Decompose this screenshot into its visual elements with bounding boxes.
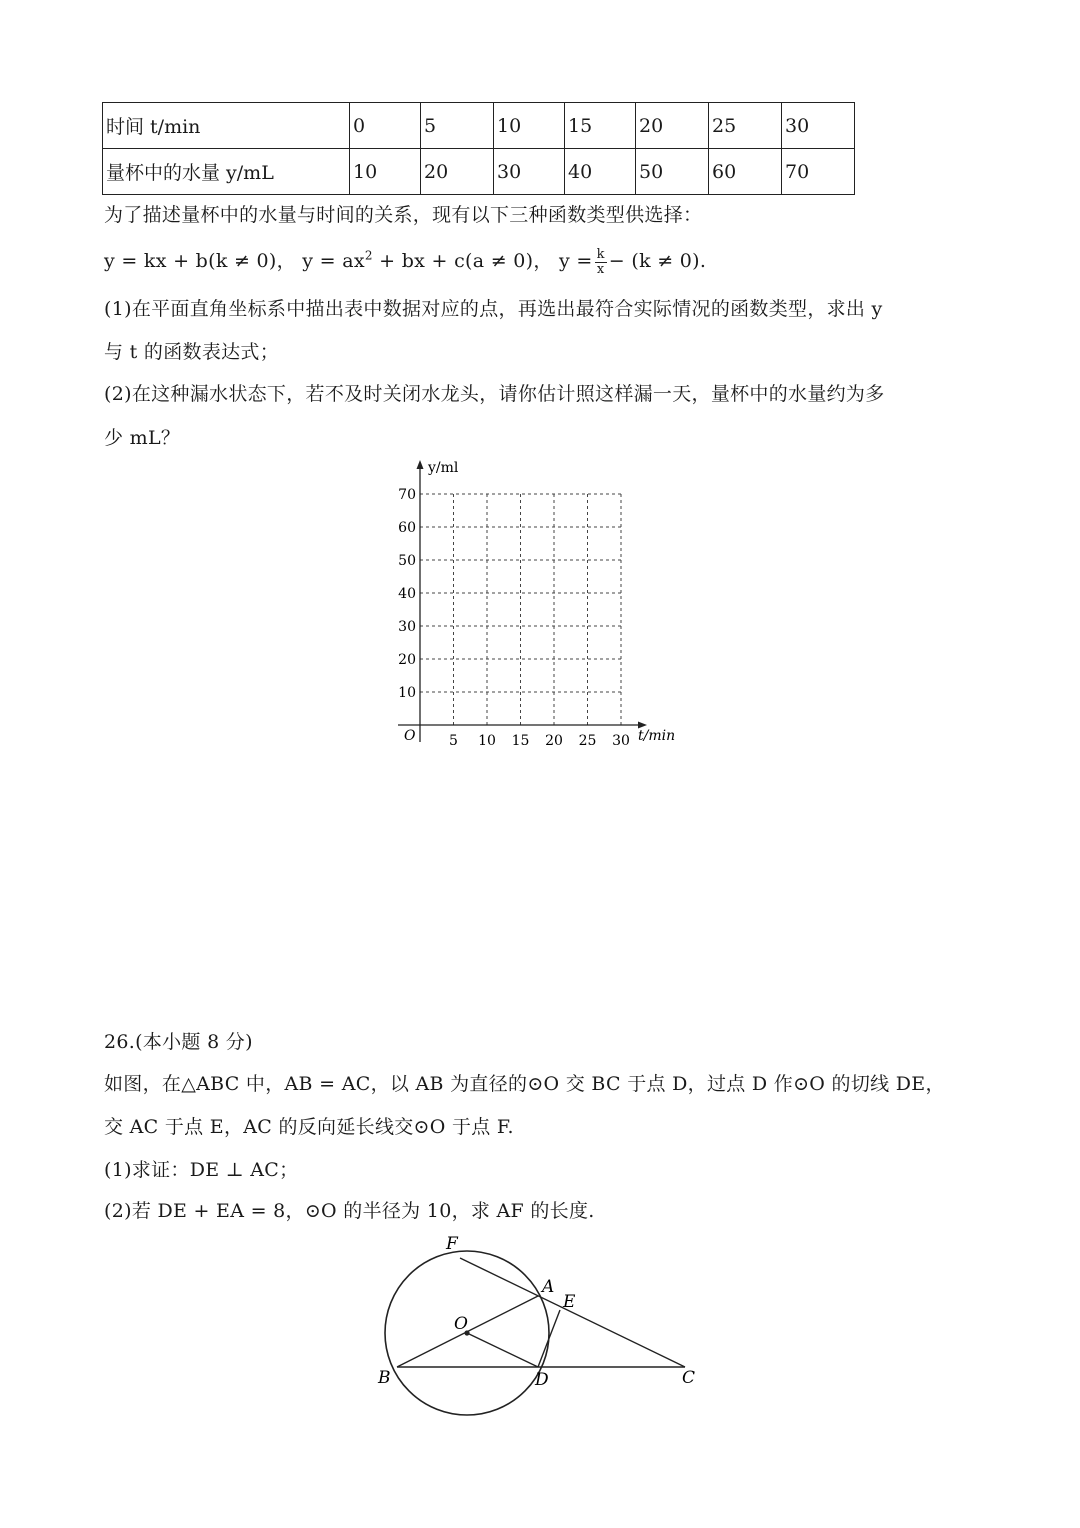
- fraction: $\frac{k}{x}$: [596, 246, 605, 277]
- q25-part2-line2: 少 mL？: [104, 427, 181, 449]
- chart-ticks: [398, 487, 630, 749]
- data-table: [102, 102, 855, 195]
- table-cell: 10: [494, 103, 565, 149]
- table-cell: 5: [421, 103, 494, 149]
- x-axis-label: t/min: [638, 728, 676, 744]
- label-f: F: [446, 1234, 458, 1254]
- y-tick-label: 50: [398, 553, 416, 569]
- x-tick-label: 15: [511, 733, 530, 749]
- q26-line1: 如图，在△ABC 中，AB = AC，以 AB 为直径的⊙O 交 BC 于点 D，过点 D 作⊙O 的切线 DE，: [104, 1073, 945, 1095]
- y-tick-label: 20: [398, 652, 416, 668]
- y-axis-arrow: [417, 460, 424, 469]
- q26-part1: (1)求证：DE ⊥ AC；: [104, 1159, 299, 1181]
- label-a: A: [542, 1277, 555, 1297]
- y-tick-label: 30: [398, 619, 416, 635]
- q25-part1-line1: (1)在平面直角坐标系中描出表中数据对应的点，再选出最符合实际情况的函数类型，求出 y: [104, 298, 883, 320]
- row-header: 时间 t/min: [103, 103, 350, 149]
- y-tick-label: 10: [398, 685, 416, 701]
- function-inverse: y = $\frac{k}{x}$ − (k ≠ 0).: [559, 246, 707, 277]
- table-cell: 30: [494, 149, 565, 195]
- table-cell: 10: [350, 149, 421, 195]
- chart-axes: [398, 460, 675, 744]
- geometry-figure: [370, 1230, 710, 1425]
- segment-od: [467, 1333, 538, 1367]
- x-tick-label: 10: [478, 733, 496, 749]
- segment-de: [538, 1310, 560, 1367]
- table-cell: 20: [421, 149, 494, 195]
- label-d: D: [535, 1370, 549, 1390]
- table-cell: 0: [350, 103, 421, 149]
- q25-function-options: [104, 246, 706, 277]
- function-quadratic: $y = ax^2$ + bx + c(a ≠ 0)，: [302, 248, 553, 272]
- y-axis-label: y/ml: [428, 460, 459, 476]
- table-cell: 40: [565, 149, 636, 195]
- label-o: O: [454, 1314, 468, 1334]
- x-tick-label: 30: [612, 733, 630, 749]
- label-b: B: [378, 1368, 391, 1388]
- q26-heading: 26.(本小题 8 分): [104, 1031, 253, 1053]
- table-cell: 15: [565, 103, 636, 149]
- table-cell: 60: [709, 149, 782, 195]
- x-tick-label: 20: [545, 733, 563, 749]
- x-tick-label: 5: [449, 733, 458, 749]
- x-tick-label: 25: [578, 733, 597, 749]
- label-c: C: [682, 1368, 696, 1388]
- q26-line2: 交 AC 于点 E，AC 的反向延长线交⊙O 于点 F.: [104, 1116, 514, 1138]
- coordinate-grid-chart: [385, 450, 695, 755]
- y-tick-label: 40: [398, 586, 416, 602]
- table-cell: 20: [636, 103, 709, 149]
- y-tick-label: 70: [398, 487, 416, 503]
- q25-part2-line1: (2)在这种漏水状态下，若不及时关闭水龙头，请你估计照这样漏一天，量杯中的水量约为多: [104, 383, 885, 405]
- table-cell: 70: [782, 149, 855, 195]
- segment-fc: [460, 1258, 685, 1367]
- q25-intro: 为了描述量杯中的水量与时间的关系，现有以下三种函数类型供选择：: [104, 204, 703, 226]
- label-e: E: [563, 1292, 576, 1312]
- row-header: 量杯中的水量 y/mL: [103, 149, 350, 195]
- table-cell: 25: [709, 103, 782, 149]
- y-tick-label: 60: [398, 520, 416, 536]
- chart-grid: [420, 494, 621, 725]
- table-row: [103, 149, 855, 195]
- origin-label: O: [404, 728, 416, 744]
- table-row: [103, 103, 855, 149]
- q26-part2: (2)若 DE + EA = 8，⊙O 的半径为 10，求 AF 的长度.: [104, 1200, 595, 1222]
- function-linear: y = kx + b(k ≠ 0)，: [104, 250, 296, 272]
- q25-part1-line2: 与 t 的函数表达式；: [104, 341, 280, 363]
- table-cell: 30: [782, 103, 855, 149]
- table-cell: 50: [636, 149, 709, 195]
